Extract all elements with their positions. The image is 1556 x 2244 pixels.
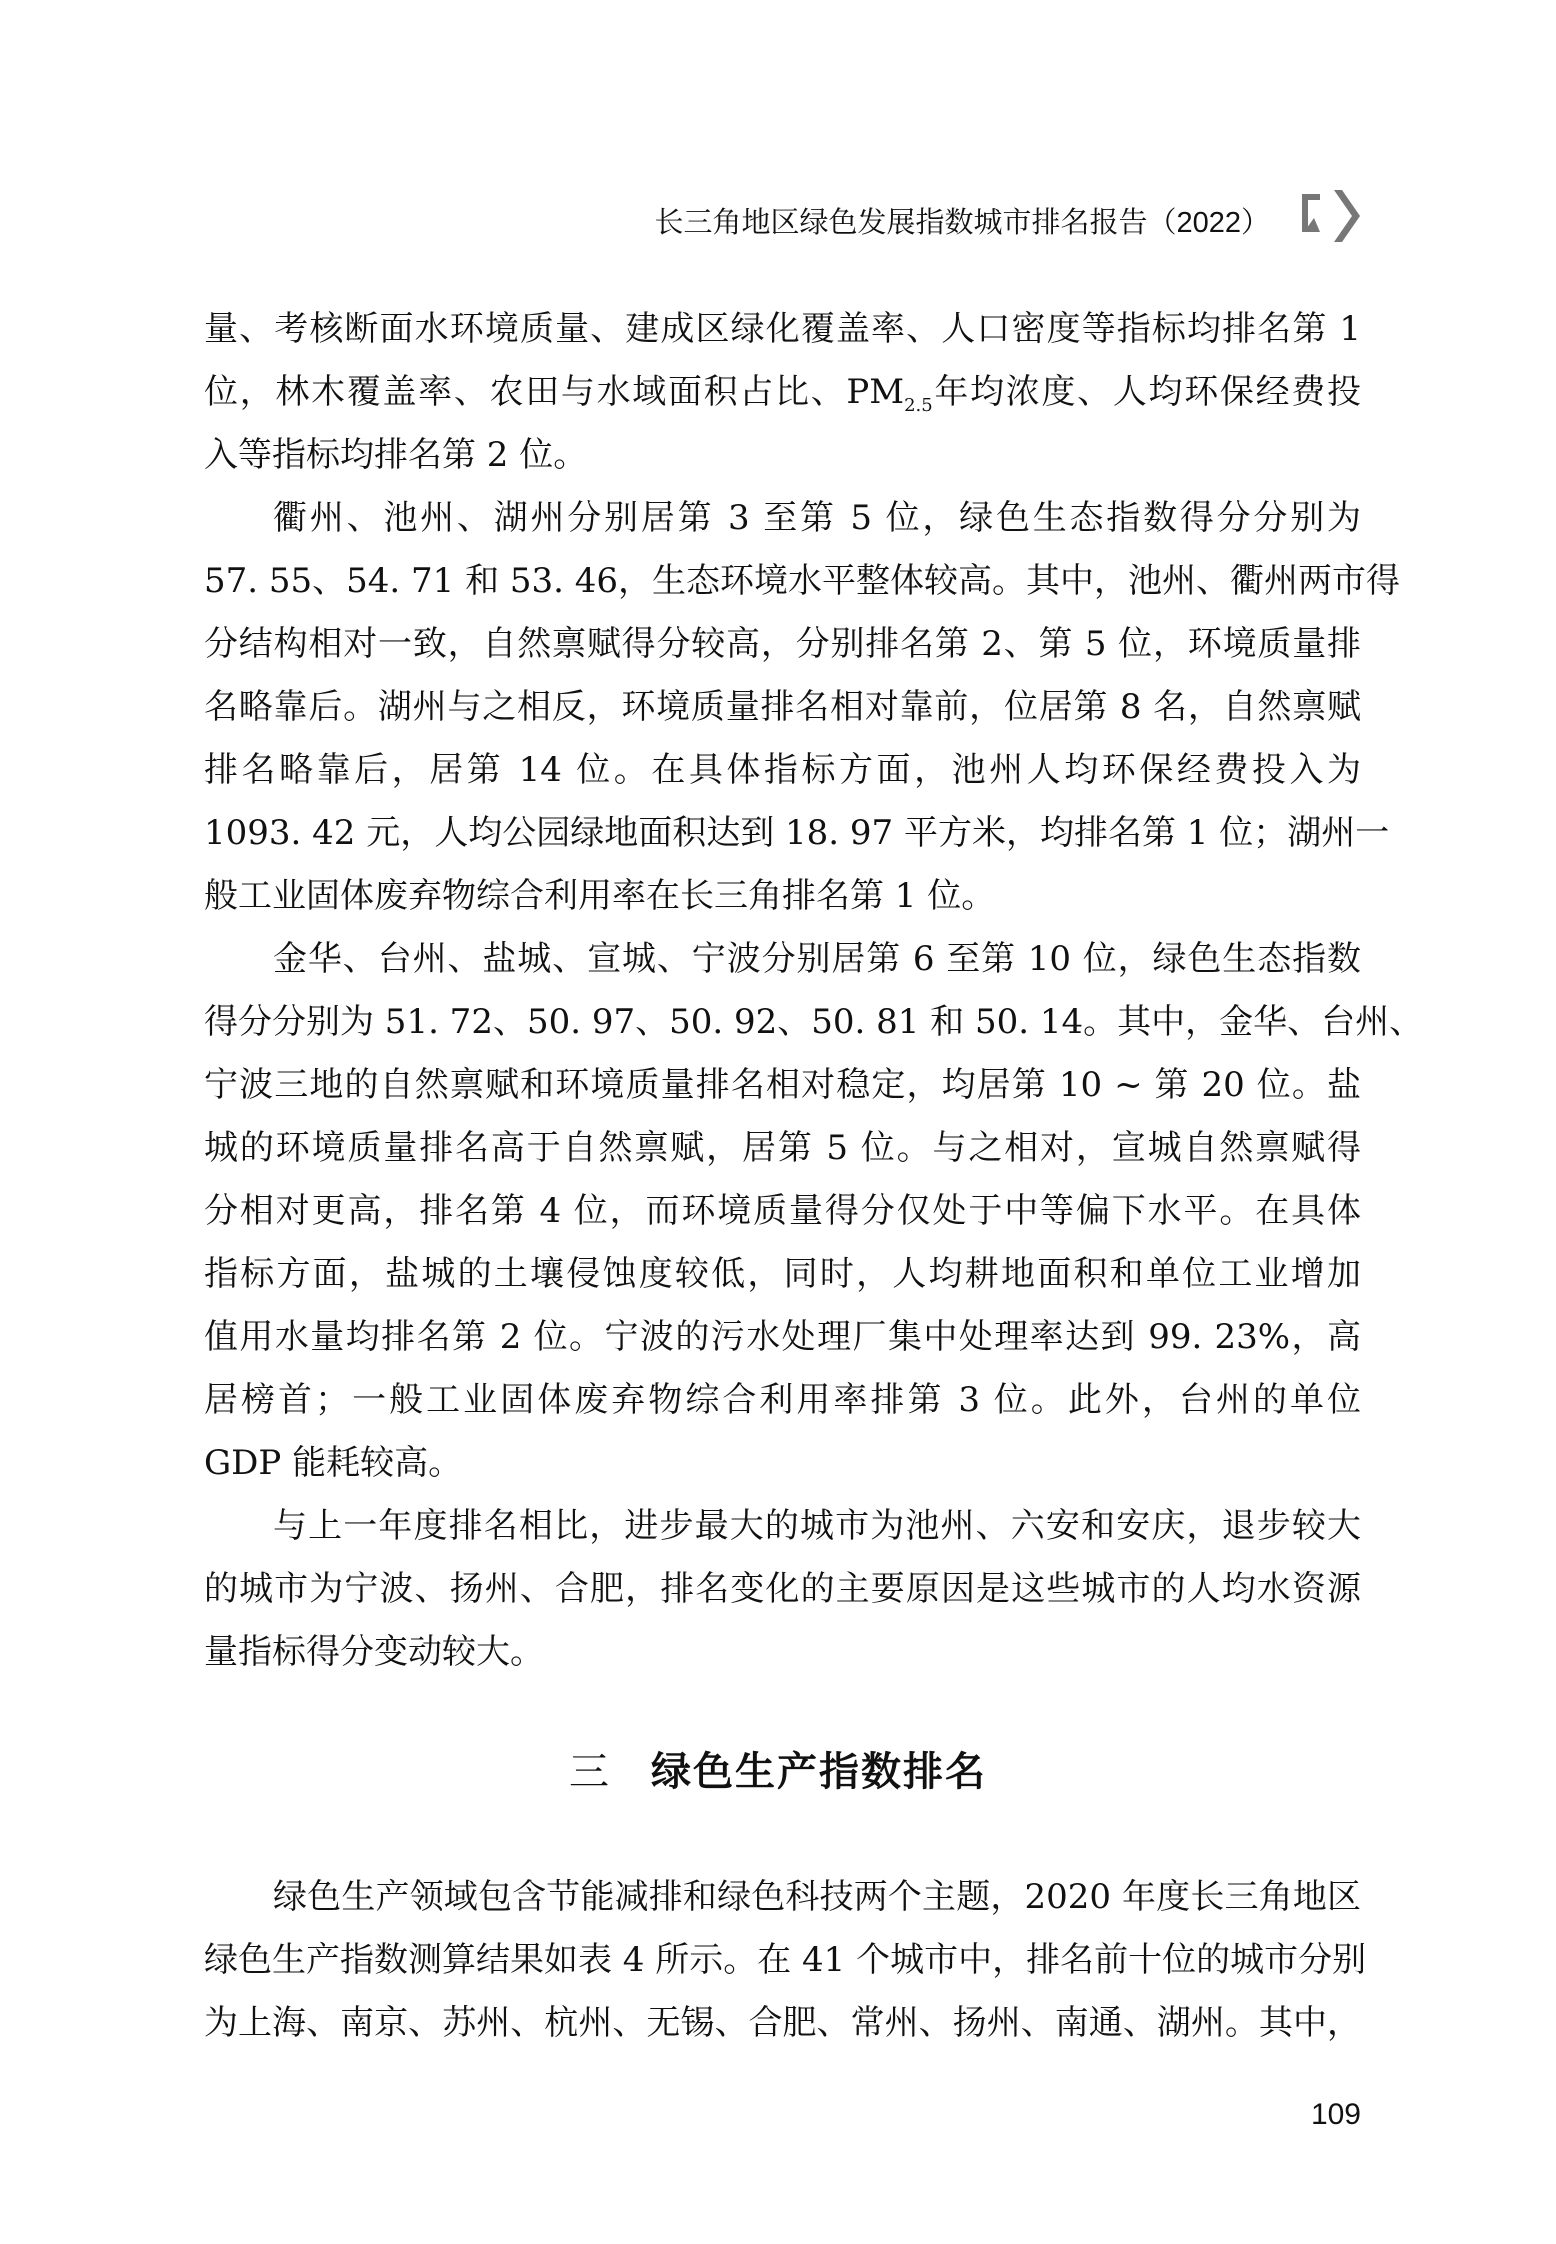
- text-line: 分相对更高，排名第 4 位，而环境质量得分仅处于中等偏下水平。在具体: [204, 1191, 1361, 1231]
- subscript: 2.5: [904, 395, 933, 416]
- text-line: 金华、台州、盐城、宣城、宁波分别居第 6 至第 10 位，绿色生态指数: [273, 939, 1361, 979]
- text-line: 名略靠后。湖州与之相反，环境质量排名相对靠前，位居第 8 名，自然禀赋: [204, 687, 1361, 727]
- section-number: 三: [569, 1749, 611, 1795]
- text-line: [204, 361, 1361, 424]
- text-line: 量指标得分变动较大。: [204, 1632, 544, 1672]
- text-line: 与上一年度排名相比，进步最大的城市为池州、六安和安庆，退步较大: [273, 1506, 1361, 1546]
- text-line: 分结构相对一致，自然禀赋得分较高，分别排名第 2、第 5 位，环境质量排: [204, 624, 1361, 664]
- section-heading: [0, 1740, 1556, 1797]
- text-line: 57. 55、54. 71 和 53. 46，生态环境水平整体较高。其中，池州、衢州两市得: [204, 561, 1401, 601]
- text-line: 得分分别为 51. 72、50. 97、50. 92、50. 81 和 50. 14。其中，金华、台州、: [204, 1002, 1424, 1042]
- text-line: 值用水量均排名第 2 位。宁波的污水处理厂集中处理率达到 99. 23%，高: [204, 1317, 1361, 1357]
- section-title: 绿色生产指数排名: [651, 1748, 987, 1795]
- body-text: [204, 298, 1424, 1684]
- book-logo-icon: [1298, 188, 1364, 244]
- text-line: 入等指标均排名第 2 位。: [204, 435, 588, 475]
- text-segment: 位，林木覆盖率、农田与水域面积占比、PM: [204, 372, 905, 412]
- text-line: 1093. 42 元，人均公园绿地面积达到 18. 97 平方米，均排名第 1 位；湖州一: [204, 813, 1390, 853]
- running-header: 长三角地区绿色发展指数城市排名报告（2022）: [654, 207, 1270, 239]
- text-line: 指标方面，盐城的土壤侵蚀度较低，同时，人均耕地面积和单位工业增加: [204, 1254, 1361, 1294]
- body-text-section: [204, 1866, 1367, 2055]
- text-line: 居榜首；一般工业固体废弃物综合利用率排第 3 位。此外，台州的单位: [204, 1380, 1361, 1420]
- text-line: 城的环境质量排名高于自然禀赋，居第 5 位。与之相对，宣城自然禀赋得: [204, 1128, 1361, 1168]
- text-line: 宁波三地的自然禀赋和环境质量排名相对稳定，均居第 10 ~ 第 20 位。盐: [204, 1065, 1361, 1105]
- text-line: 绿色生产指数测算结果如表 4 所示。在 41 个城市中，排名前十位的城市分别: [204, 1940, 1367, 1980]
- text-line: 量、考核断面水环境质量、建成区绿化覆盖率、人口密度等指标均排名第 1: [204, 309, 1361, 349]
- text-line: 排名略靠后，居第 14 位。在具体指标方面，池州人均环保经费投入为: [204, 750, 1361, 790]
- text-line: GDP 能耗较高。: [204, 1443, 463, 1483]
- page-number: 109: [1310, 2098, 1361, 2131]
- text-line: 般工业固体废弃物综合利用率在长三角排名第 1 位。: [204, 876, 996, 916]
- text-segment: 年均浓度、人均环保经费投: [932, 372, 1361, 412]
- text-line: 绿色生产领域包含节能减排和绿色科技两个主题，2020 年度长三角地区: [273, 1877, 1361, 1917]
- text-line: 衢州、池州、湖州分别居第 3 至第 5 位，绿色生态指数得分分别为: [273, 498, 1361, 538]
- text-line: 为上海、南京、苏州、杭州、无锡、合肥、常州、扬州、南通、湖州。其中，: [204, 2003, 1361, 2043]
- text-line: 的城市为宁波、扬州、合肥，排名变化的主要原因是这些城市的人均水资源: [204, 1569, 1361, 1609]
